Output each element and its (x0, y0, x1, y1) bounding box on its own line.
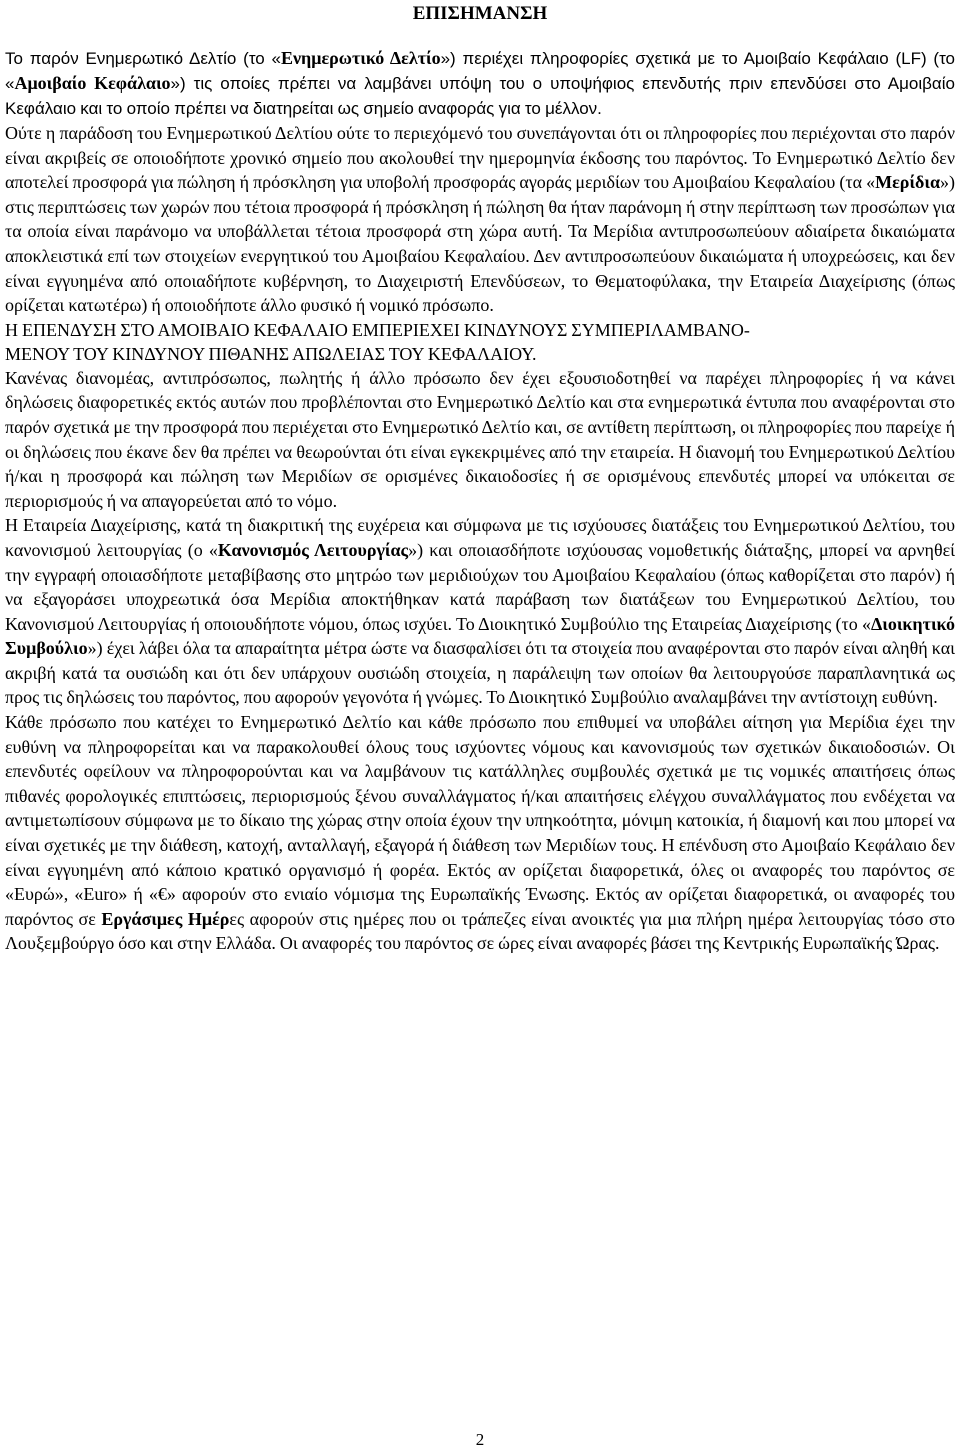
paragraph-5-text-2: ες αφορούν στις ημέρες που οι τράπεζες είναι ανοικτές για μια πλήρη ημέρα λειτουργίας τόσο στο Λουξεμβούργο όσο και στην Ελλάδα. Οι αναφορές του παρόντος σε ώρες είναι αναφορές βάσει της Κεντρικής Ευρωπαϊκής Ώρας. (5, 908, 955, 954)
paragraph-4-text-1: Η Εταιρεία Διαχείρισης, κατά τη διακριτική της ευχέρεια και σύμφωνα με τις ισχύουσες διατάξεις του Ενημερωτικού Δελτίου, του κανονισμού λειτουργίας (ο « (5, 515, 955, 560)
intro-bold-term-1: Ενημερωτικό Δελτίο (281, 48, 441, 68)
paragraph-5-text-1: Κάθε πρόσωπο που κατέχει το Ενημερωτικό Δελτίο και κάθε πρόσωπο που επιθυμεί να υποβάλει αίτηση για Μερίδια έχει την ευθύνη να πληροφορείται και να παρακολουθεί όλους τους ισχύοντες νόμους και κανονισμούς των σχετικών δικαιοδοσιών. Οι επενδυτές οφείλουν να πληροφορούνται και να λαμβάνουν τις κατάλληλες συμβουλές σχετικά με τις νομικές απαιτήσεις όπως πιθανές φορολογικές επιπτώσεις, περιορισμούς ξένου συναλλάγματος ή/και απαιτήσεις ελέγχου συναλλάγματος που ενδέχεται να αντιμετωπίσουν σύμφωνα με το δίκαιο της χώρας στην οποία έχουν την υπηκοότητα, μόνιμη κατοικία, ή διαμονή και που μπορεί να είναι σχετικές με την διάθεση, κατοχή, ανταλλαγή, εξαγορά ή διάθεση των Μεριδίων τους. Η επένδυση στο Αμοιβαίο Κεφάλαιο δεν είναι εγγυημένη από κάποιο κρατικό οργανισμό ή φορέα. Εκτός αν ορίζεται διαφορετικά, όλες οι αναφορές του παρόντος σε «Ευρώ», «Euro» ή «€» αφορούν στο ενιαίο νόμισμα της Ευρωπαϊκής Ένωσης. Εκτός αν ορίζεται διαφορετικά, οι αναφορές του παρόντος σε (5, 712, 955, 929)
paragraph-1-bold-term: Μερίδια (875, 172, 940, 193)
paragraph-1 (5, 121, 955, 318)
risk-warning-line-1: Η ΕΠΕΝΔΥΣΗ ΣΤΟ ΑΜΟΙΒΑΙΟ ΚΕΦΑΛΑΙΟ ΕΜΠΕΡΙΕΧΕΙ ΚΙΝΔΥΝΟΥΣ ΣΥΜΠΕΡΙΛΑΜΒΑΝΟ- (5, 319, 750, 340)
paragraph-4 (5, 513, 955, 710)
page-number: 2 (475, 1430, 485, 1449)
document-title: ΕΠΙΣΗΜΑΝΣΗ (412, 3, 548, 24)
paragraph-4-bold-term-1: Κανονισμός Λειτουργίας (217, 539, 409, 560)
paragraph-1-text-1: Ούτε η παράδοση του Ενημερωτικού Δελτίου ούτε το περιεχόμενό του συνεπάγονται ότι οι πληροφορίες που περιέχονται στο παρόν είναι ακριβείς σε οποιοδήποτε χρονικό σημείο που ακολουθεί την ημερομηνία έκδοσης του παρόντος. Το Ενημερωτικό Δελτίο δεν αποτελεί προσφορά για πώληση ή πρόσκληση για υποβολή προσφοράς αγοράς μεριδίων του Αμοιβαίου Κεφαλαίου (τα « (5, 123, 955, 193)
intro-paragraph (5, 46, 955, 121)
risk-warning-line-2: ΜΕΝΟΥ ΤΟΥ ΚΙΝΔΥΝΟΥ ΠΙΘΑΝΗΣ ΑΠΩΛΕΙΑΣ ΤΟΥ ΚΕΦΑΛΑΙΟΥ. (5, 343, 537, 364)
paragraph-1-text-2: ») στις περιπτώσεις των χωρών που τέτοια προσφορά ή πρόσκληση ή πώληση θα ήταν παράνομη ή στην περίπτωση των προσώπων για τα οποία είναι παράνομο να υποβάλλεται τέτοια προσφορά στη χώρα αυτή. Τα Μερίδια αντιπροσωπεύουν αδιαίρετα δικαιώματα αποκλειστικά επί των στοιχείων ενεργητικού του Αμοιβαίου Κεφαλαίου. Δεν αντιπροσωπεύουν δικαιώματα ή υποχρεώσεις, και δεν είναι εγγυημένα από οποιαδήποτε κυβέρνηση, το Διαχειριστή Επενδύσεων, το Θεματοφύλακα, την Εταιρεία Διαχείρισης (όπως ορίζεται κατωτέρω) ή οποιοδήποτε άλλο φυσικό ή νομικό πρόσωπο. (5, 172, 955, 316)
document-page (5, 0, 955, 956)
risk-warning-paragraph (5, 318, 955, 366)
paragraph-5 (5, 710, 955, 956)
intro-text-1: Το παρόν Ενημερωτικό Δελτίο (το « (5, 49, 281, 68)
paragraph-4-text-3: ») έχει λάβει όλα τα απαραίτητα μέτρα ώστε να διασφαλίσει ότι τα στοιχεία που αναφέρονται στο παρόν είναι αληθή και ακριβή κατά τα ουσιώδη και ότι δεν υπάρχουν ουσιώδη στοιχεία, η παράλειψη των οποίων θα λειτουργούσε παραπλανητικά ως προς τις δηλώσεις του παρόντος, που αφορούν γεγονότα ή γνώμες. Το Διοικητικό Συμβούλιο αναλαμβάνει την αντίστοιχη ευθύνη. (5, 638, 955, 708)
intro-text-3: ») τις οποίες πρέπει να λαμβάνει υπόψη του ο υποψήφιος επενδυτής πριν επενδύσει στο Αμοιβαίο Κεφάλαιο και το οποίο πρέπει να διατηρείται ως σημείο αναφοράς για το μέλλον. (5, 74, 955, 118)
intro-text-2: ») περιέχει πληροφορίες σχετικά με το Αμοιβαίο Κεφάλαιο (LF) (το « (5, 49, 955, 93)
paragraph-5-bold-term: Εργάσιμες Ημέρ (101, 908, 230, 929)
paragraph-3: Κανένας διανομέας, αντιπρόσωπος, πωλητής ή άλλο πρόσωπο δεν έχει εξουσιοδοτηθεί να παρέχει πληροφορίες ή να κάνει δηλώσεις διαφορετικές εκτός αυτών που προβλέπονται στο Ενημερωτικό Δελτίο και στα ενημερωτικά έντυπα που αναφέρονται στο παρόν σχετικά με την προσφορά που περιέχεται στο Ενημερωτικό Δελτίο και, σε αντίθετη περίπτωση, οι πληροφορίες που παρείχε ή οι δηλώσεις που έκανε δεν θα πρέπει να θεωρούνται ότι είναι εγκεκριμένες από την εταιρεία. Η διανομή του Ενημερωτικού Δελτίου ή/και η προσφορά και πώληση των Μεριδίων σε ορισμένες δικαιοδοσίες ή σε ορισμένους επενδυτές μπορεί να υπόκειται σε περιορισμούς ή να απαγορεύεται από το νόμο. (5, 367, 955, 511)
paragraph-4-bold-term-2: Διοικητικό Συμβούλιο (5, 613, 955, 659)
intro-bold-term-2: Αμοιβαίο Κεφάλαιο (14, 73, 171, 93)
paragraph-4-text-2: ») και οποιασδήποτε ισχύουσας νομοθετικής διάταξης, μπορεί να αρνηθεί την εγγραφή οποιασδήποτε μεταβίβασης στο μητρώο των μεριδιούχων του Αμοιβαίου Κεφαλαίου (όπως καθορίζεται στο παρόν) ή να εξαγοράσει υποχρεωτικά όσα Μερίδια αποκτήθηκαν κατά παράβαση των διατάξεων του Ενημερωτικού Δελτίου, του Κανονισμού Λειτουργίας ή οποιουδήποτε νόμου, όπως ισχύει. Το Διοικητικό Συμβούλιο της Εταιρείας Διαχείρισης (το « (5, 539, 955, 634)
